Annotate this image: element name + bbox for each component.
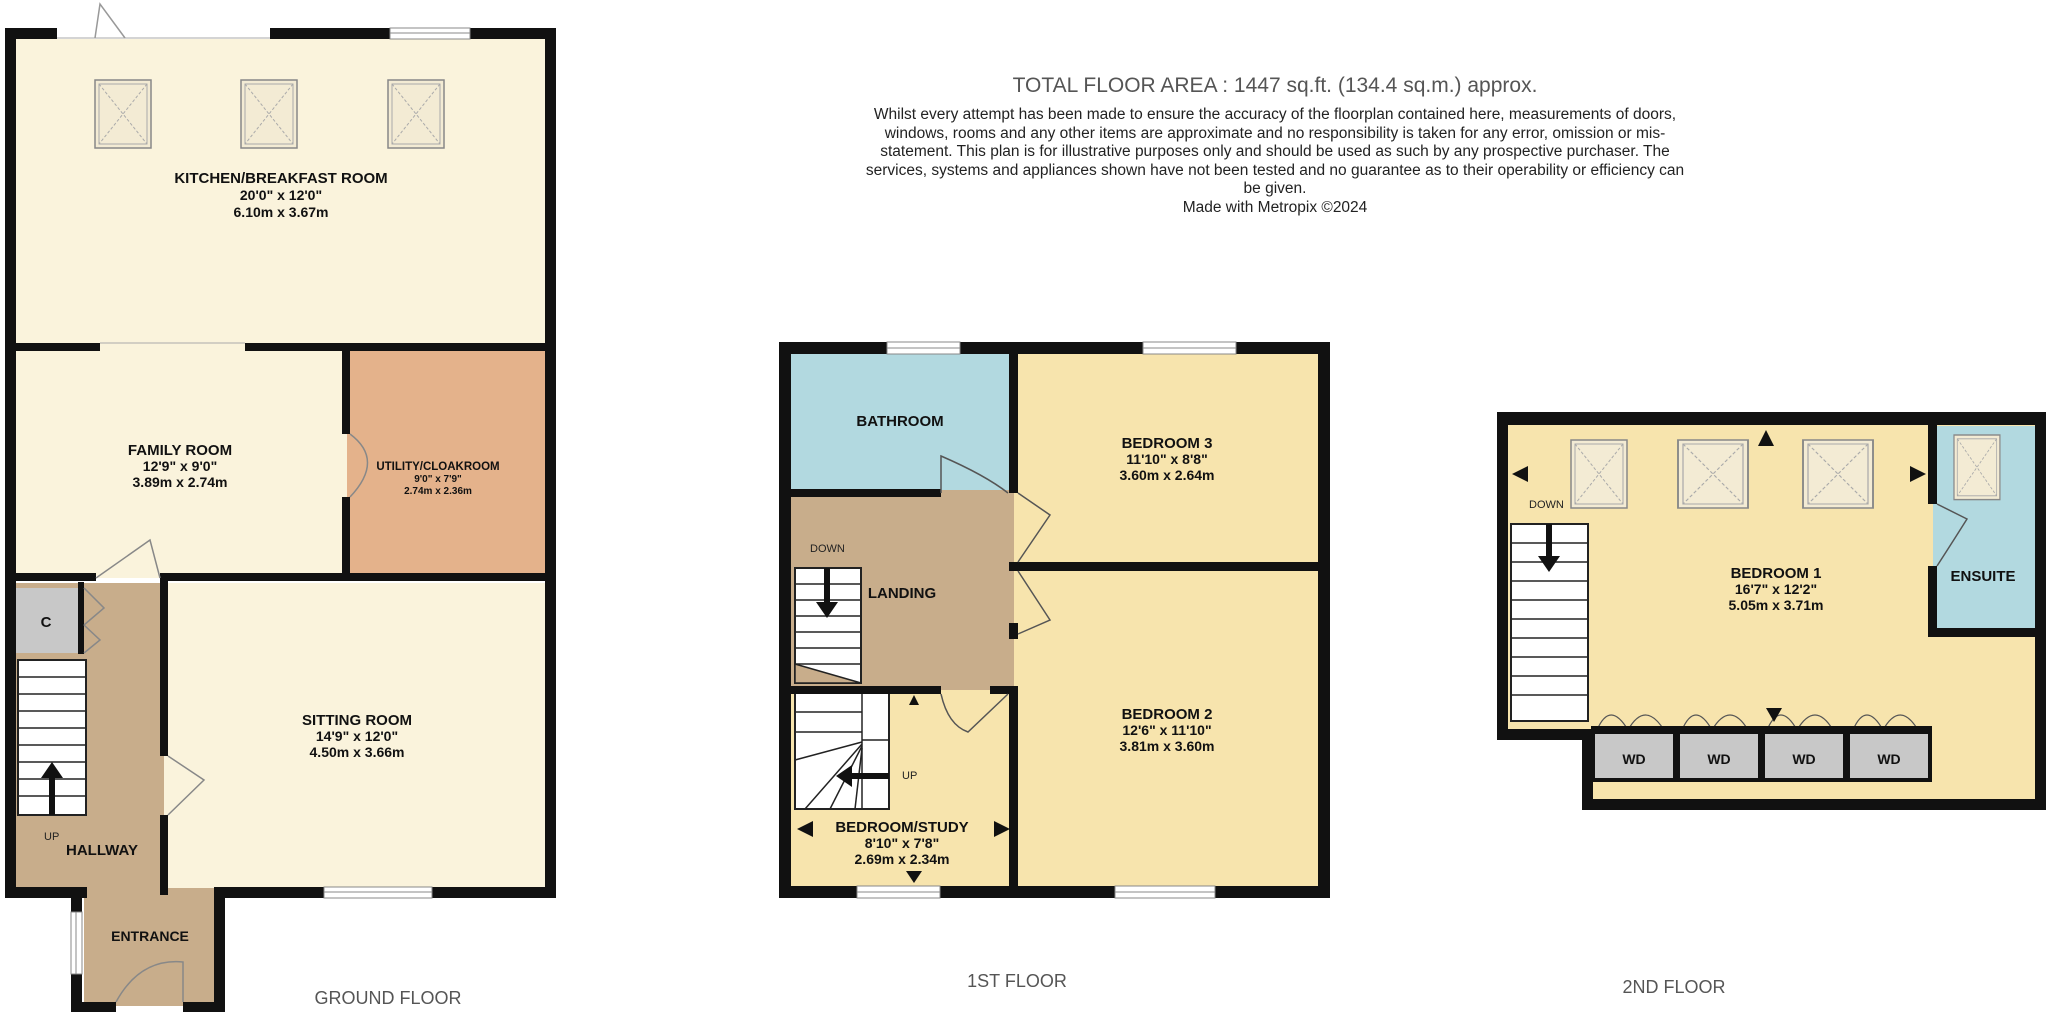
cupboard-label: C — [40, 614, 52, 631]
skylight-icon — [1954, 435, 2000, 500]
ensuite-label: ENSUITE — [1950, 568, 2016, 585]
skylight-icon — [1803, 440, 1873, 508]
bedroom3-name: BEDROOM 3 — [1121, 435, 1213, 452]
first-stairs-down — [795, 568, 861, 683]
first-stairs-up-label: UP — [902, 770, 918, 782]
second-stairs-down-label: DOWN — [1529, 499, 1564, 511]
bedroom2-name: BEDROOM 2 — [1121, 706, 1213, 723]
entrance-label: ENTRANCE — [111, 928, 189, 944]
ground-floor-plan — [5, 4, 556, 1012]
family-room-metric: 3.89m x 2.74m — [132, 474, 228, 490]
disclaimer-text: Whilst every attempt has been made to ensure the accuracy of the floorplan contained here, measurements of doors, windows, rooms and any other items are approximate and no responsibility is taken for any error, omission or mis-statement. This plan is for illustrative purposes only and should be used as such by any prospective purchaser. The services, systems and appliances shown have not been tested and no guarantee as to their operability or efficiency can be given. — [865, 106, 1685, 197]
bedroom1-imperial: 16'7" x 12'2" — [1734, 581, 1818, 597]
ground-stairs — [18, 660, 86, 815]
floor-area-notes — [860, 74, 1690, 217]
utility-metric: 2.74m x 2.36m — [404, 486, 472, 497]
wardrobe-label: WD — [1707, 751, 1731, 767]
hallway-label: HALLWAY — [66, 842, 138, 859]
skylight-icon — [1678, 440, 1748, 508]
sitting-room-metric: 4.50m x 3.66m — [309, 744, 405, 760]
first-stairs-down-label: DOWN — [810, 543, 845, 555]
second-floor-name: 2ND FLOOR — [1622, 977, 1726, 997]
kitchen-metric: 6.10m x 3.67m — [233, 204, 329, 220]
family-room-imperial: 12'9" x 9'0" — [142, 458, 218, 474]
sitting-room-imperial: 14'9" x 12'0" — [315, 728, 399, 744]
made-with-credit: Made with Metropix ©2024 — [1182, 198, 1368, 216]
kitchen-name: KITCHEN/BREAKFAST ROOM — [174, 170, 388, 187]
first-floor-name: 1ST FLOOR — [967, 971, 1067, 991]
wardrobe-label: WD — [1877, 751, 1901, 767]
first-floor-plan — [779, 342, 1330, 991]
second-stairs — [1511, 524, 1588, 721]
first-stairs-up — [795, 692, 889, 809]
study-metric: 2.69m x 2.34m — [854, 851, 950, 867]
landing-label: LANDING — [867, 585, 937, 602]
skylight-icon — [1571, 440, 1627, 508]
utility-name: UTILITY/CLOAKROOM — [376, 461, 500, 473]
skylight-icon — [241, 80, 297, 148]
skylight-icon — [388, 80, 444, 148]
family-room-name: FAMILY ROOM — [127, 442, 233, 459]
bedroom1-metric: 5.05m x 3.71m — [1728, 597, 1824, 613]
bedroom2-metric: 3.81m x 3.60m — [1119, 738, 1215, 754]
total-floor-area: TOTAL FLOOR AREA : 1447 sq.ft. (134.4 sq.m.) approx. — [1012, 74, 1538, 97]
ground-stairs-up-label: UP — [44, 831, 60, 843]
study-name: BEDROOM/STUDY — [835, 819, 969, 836]
skylight-icon — [95, 80, 151, 148]
sitting-room-name: SITTING ROOM — [302, 712, 412, 729]
second-floor-plan — [1497, 412, 2046, 997]
bedroom2-imperial: 12'6" x 11'10" — [1122, 722, 1212, 738]
entrance-area — [84, 888, 216, 1006]
wardrobe-label: WD — [1622, 751, 1646, 767]
bedroom3-imperial: 11'10" x 8'8" — [1126, 451, 1208, 467]
bathroom-label: BATHROOM — [856, 413, 944, 430]
ground-floor-name: GROUND FLOOR — [314, 988, 462, 1008]
bedroom3-metric: 3.60m x 2.64m — [1119, 467, 1215, 483]
utility-imperial: 9'0" x 7'9" — [414, 474, 462, 485]
wardrobe-label: WD — [1792, 751, 1816, 767]
kitchen-imperial: 20'0" x 12'0" — [239, 187, 323, 203]
bedroom1-name: BEDROOM 1 — [1730, 565, 1822, 582]
study-imperial: 8'10" x 7'8" — [864, 835, 940, 851]
